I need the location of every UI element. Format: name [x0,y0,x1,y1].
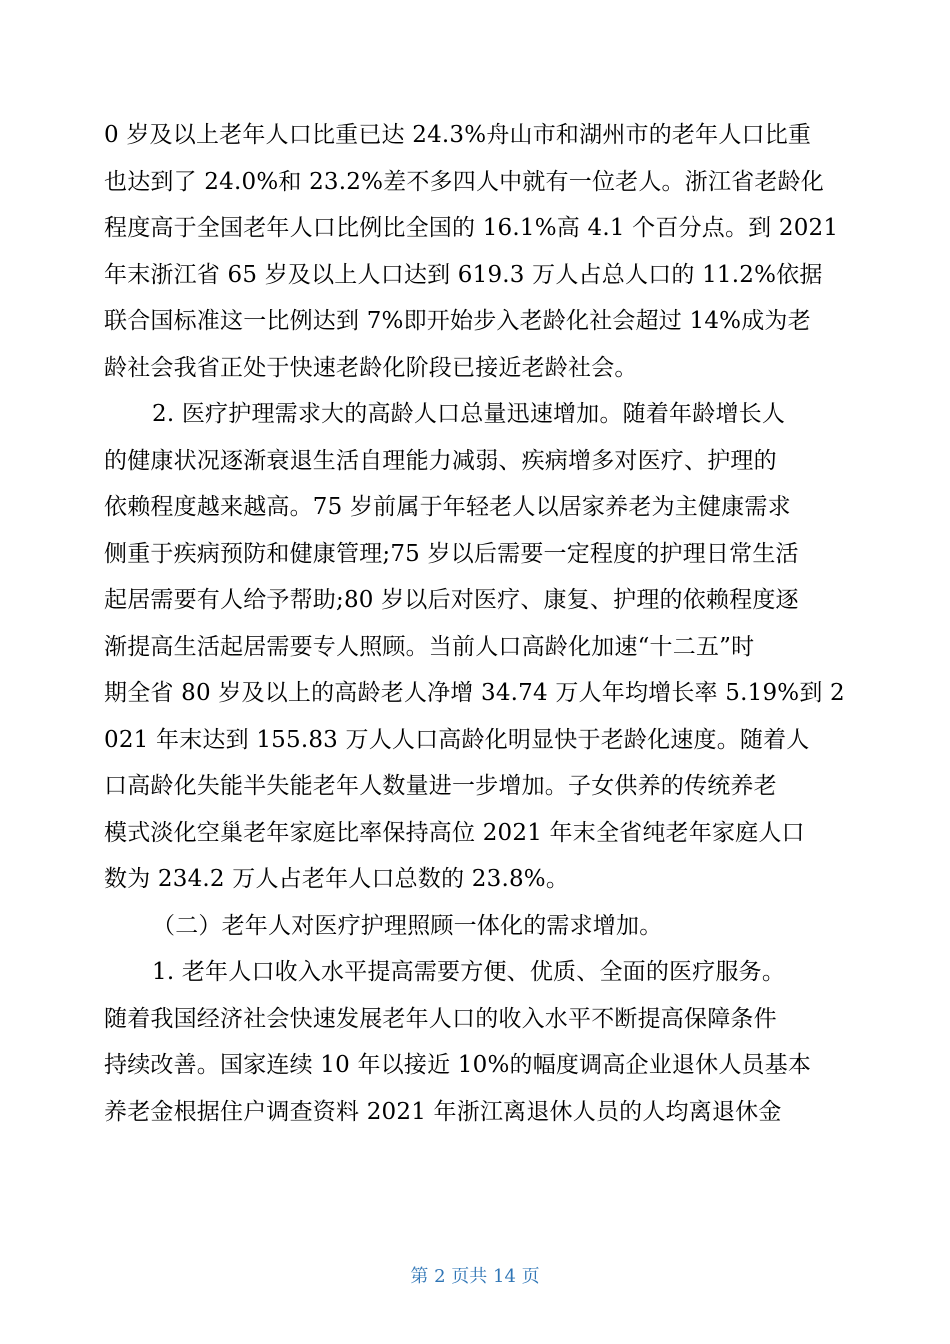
text-line: 龄社会我省正处于快速老龄化阶段已接近老龄社会。 [104,354,638,381]
text-line: 程度高于全国老年人口比例比全国的 16.1%高 4.1 个百分点。到 2021 [104,215,839,241]
text-line: 持续改善。国家连续 10 年以接近 10%的幅度调高企业退休人员基本 [104,1052,812,1078]
page-number-footer: 第 2 页共 14 页 [410,1266,540,1287]
text-line: 侧重于疾病预防和健康管理;75 岁以后需要一定程度的护理日常生活 [104,540,799,567]
text-line: 依赖程度越来越高。75 岁前属于年轻老人以居家养老为主健康需求 [104,494,791,520]
text-line: 渐提高生活起居需要专人照顾。当前人口高龄化加速“十二五”时 [104,633,755,660]
text-line: 口高龄化失能半失能老年人数量进一步增加。子女供养的传统养老 [104,773,777,799]
text-line: 起居需要有人给予帮助;80 岁以后对医疗、康复、护理的依赖程度逐 [104,587,799,613]
text-line: 联合国标准这一比例达到 7%即开始步入老龄化社会超过 14%成为老 [104,308,811,334]
text-line: 年末浙江省 65 岁及以上人口达到 619.3 万人占总人口的 11.2%依据 [104,261,823,288]
text-line: 期全省 80 岁及以上的高龄老人净增 34.74 万人年均增长率 5.19%到 2 [104,680,845,706]
paragraph-start-line: 2. 医疗护理需求大的高龄人口总量迅速增加。随着年龄增长人 [152,401,786,427]
paragraph-start-line: 1. 老年人口收入水平提高需要方便、优质、全面的医疗服务。 [152,959,786,985]
text-line: 021 年末达到 155.83 万人人口高龄化明显快于老龄化速度。随着人 [104,726,810,753]
text-line: 养老金根据住户调查资料 2021 年浙江离退休人员的人均离退休金 [104,1098,782,1125]
text-line: 随着我国经济社会快速发展老年人口的收入水平不断提高保障条件 [104,1005,777,1032]
text-line: 模式淡化空巢老年家庭比率保持高位 2021 年末全省纯老年家庭人口 [104,819,805,846]
section-heading: （二）老年人对医疗护理照顾一体化的需求增加。 [152,912,663,939]
text-line: 也达到了 24.0%和 23.2%差不多四人中就有一位老人。浙江省老龄化 [104,168,824,195]
text-line: 0 岁及以上老年人口比重已达 24.3%舟山市和湖州市的老年人口比重 [104,122,812,148]
document-body [104,112,844,1135]
text-line: 的健康状况逐渐衰退生活自理能力减弱、疾病增多对医疗、护理的 [104,447,777,474]
text-line: 数为 234.2 万人占老年人口总数的 23.8%。 [104,866,570,892]
